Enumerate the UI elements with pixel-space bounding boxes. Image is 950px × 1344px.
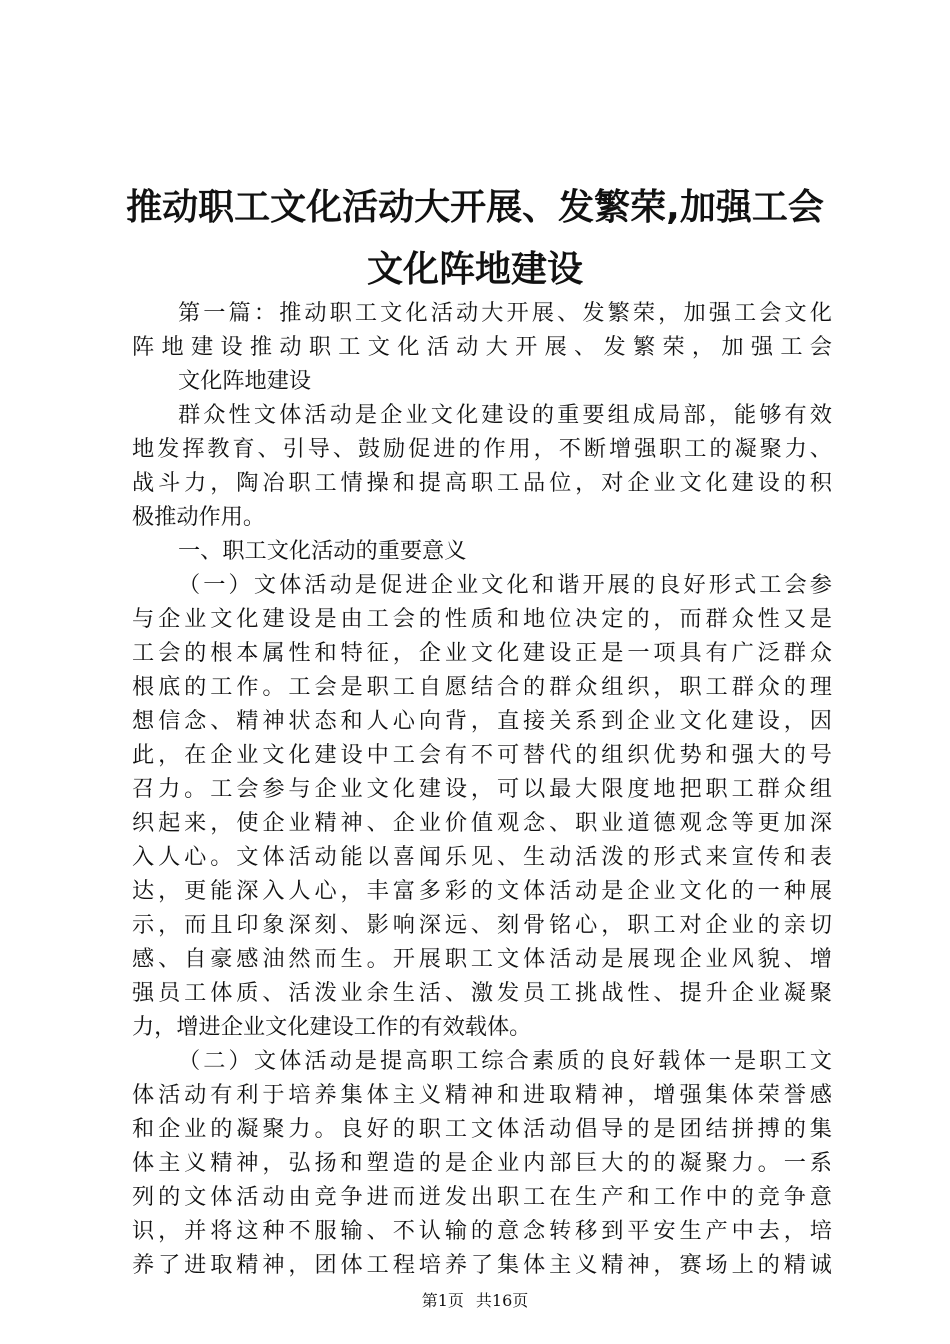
body-line: 织起来，使企业精神、企业价值观念、职业道德观念等更加深 (132, 810, 832, 836)
body-line: 入人心。文体活动能以喜闻乐见、生动活泼的形式来宣传和表 (132, 844, 832, 870)
page-number-current: 第1页 (421, 1291, 464, 1310)
body-line: 战斗力，陶冶职工情操和提高职工品位，对企业文化建设的积 (132, 470, 832, 496)
body-line: 极推动作用。 (132, 504, 266, 530)
body-line: 工会的根本属性和特征，企业文化建设正是一项具有广泛群众 (132, 640, 832, 666)
body-line: 养了进取精神，团体工程培养了集体主义精神，赛场上的精诚 (132, 1252, 832, 1278)
body-line: 达，更能深入人心，丰富多彩的文体活动是企业文化的一种展 (132, 878, 832, 904)
page-footer (0, 1290, 950, 1312)
body-line: 文化阵地建设 (178, 368, 312, 394)
body-line: 召力。工会参与企业文化建设，可以最大限度地把职工群众组 (132, 776, 832, 802)
body-line: 和企业的凝聚力。良好的职工文体活动倡导的是团结拼搏的集 (132, 1116, 832, 1142)
body-line: （一）文体活动是促进企业文化和谐开展的良好形式工会参 (178, 572, 832, 598)
body-line: 群众性文体活动是企业文化建设的重要组成局部，能够有效 (178, 402, 832, 428)
body-line: 与企业文化建设是由工会的性质和地位决定的，而群众性又是 (132, 606, 832, 632)
body-line: 感、自豪感油然而生。开展职工文体活动是展现企业风貌、增 (132, 946, 832, 972)
body-line: 识，并将这种不服输、不认输的意念转移到平安生产中去，培 (132, 1218, 832, 1244)
body-line: 列的文体活动由竞争进而迸发出职工在生产和工作中的竞争意 (132, 1184, 832, 1210)
body-line: 体主义精神，弘扬和塑造的是企业内部巨大的的凝聚力。一系 (132, 1150, 832, 1176)
document-title-line-2: 文化阵地建设 (366, 249, 583, 290)
body-line: 根底的工作。工会是职工自愿结合的群众组织，职工群众的理 (132, 674, 832, 700)
section-heading: 一、职工文化活动的重要意义 (178, 538, 467, 564)
body-line: 体活动有利于培养集体主义精神和进取精神，增强集体荣誉感 (132, 1082, 832, 1108)
body-line: 此，在企业文化建设中工会有不可替代的组织优势和强大的号 (132, 742, 832, 768)
body-line: （二）文体活动是提高职工综合素质的良好载体一是职工文 (178, 1048, 832, 1074)
body-line: 力，增进企业文化建设工作的有效载体。 (132, 1014, 532, 1040)
body-line: 第一篇：推动职工文化活动大开展、发繁荣，加强工会文化 (178, 300, 832, 326)
body-line: 强员工体质、活泼业余生活、激发员工挑战性、提升企业凝聚 (132, 980, 832, 1006)
body-line: 想信念、精神状态和人心向背，直接关系到企业文化建设，因 (132, 708, 832, 734)
page-number-total: 共16页 (475, 1291, 529, 1310)
document-title-line-1: 推动职工文化活动大开展、发繁荣,加强工会 (126, 187, 824, 228)
body-line: 地发挥教育、引导、鼓励促进的作用，不断增强职工的凝聚力、 (132, 436, 832, 462)
body-line: 阵地建设推动职工文化活动大开展、发繁荣，加强工会 (132, 334, 832, 360)
body-line: 示，而且印象深刻、影响深远、刻骨铭心，职工对企业的亲切 (132, 912, 832, 938)
